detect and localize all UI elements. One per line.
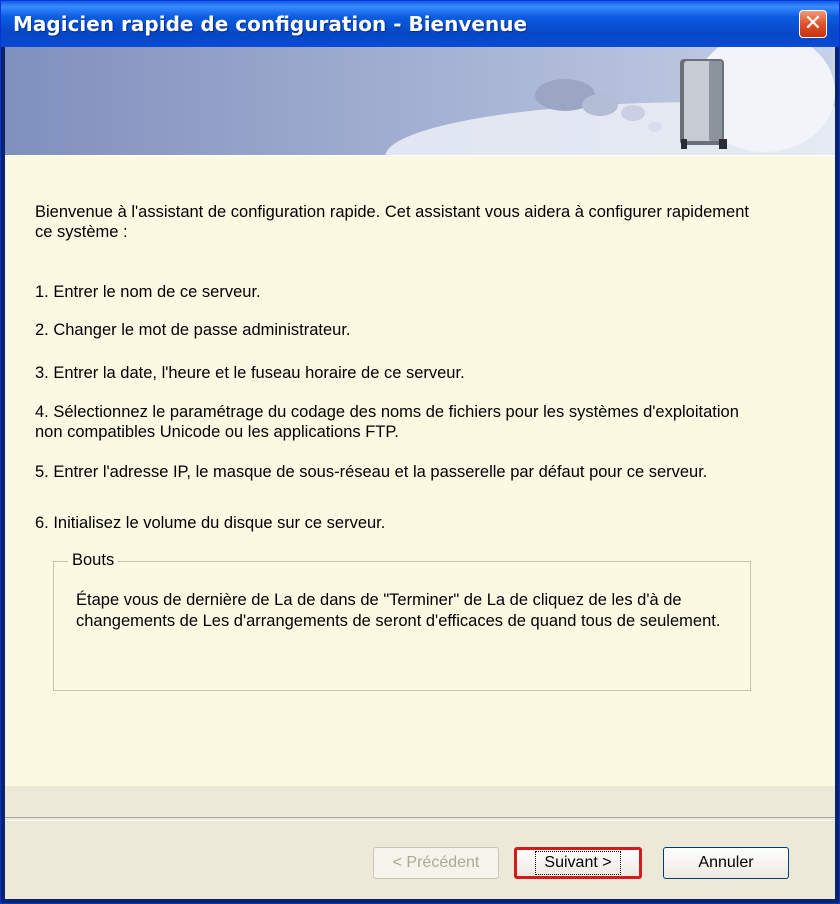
step-1: 1. Entrer le nom de ce serveur. [35,283,261,301]
window-title: Magicien rapide de configuration - Bienvenue [13,12,528,36]
previous-button[interactable]: < Précédent [373,847,499,879]
footer-divider [5,817,835,821]
next-button[interactable] [514,847,642,879]
server-device-icon [680,59,727,149]
step-5: 5. Entrer l'adresse IP, le masque de sous-réseau et la passerelle par défaut pour ce serveur. [35,463,708,481]
close-button[interactable] [799,10,827,38]
intro-text: Bienvenue à l'assistant de configuration rapide. Cet assistant vous aidera à configurer rapidement ce système : [35,203,749,241]
tips-groupbox [53,551,751,691]
tips-text: Étape vous de dernière de La de dans de "Terminer" de La de cliquez de les d'à de changements de Les d'arrangements de seront d'efficaces de quand tous de seulement. [76,591,721,630]
close-icon: ✕ [803,11,823,36]
step-6: 6. Initialisez le volume du disque sur ce serveur. [35,514,386,532]
tips-label: Bouts [68,551,118,570]
header-banner [5,47,835,156]
dialog-body [5,47,835,899]
content-area [5,156,835,786]
step-4: 4. Sélectionnez le paramétrage du codage des noms de fichiers pour les systèmes d'exploitation non compatibles Unicode ou les applications FTP. [35,403,739,441]
next-button-label: Suivant > [535,851,620,875]
title-bar[interactable] [1,1,839,47]
step-3: 3. Entrer la date, l'heure et le fuseau horaire de ce serveur. [35,364,465,382]
banner-graphic [5,47,835,155]
step-2: 2. Changer le mot de passe administrateur. [35,321,351,339]
cancel-button[interactable]: Annuler [663,847,789,879]
